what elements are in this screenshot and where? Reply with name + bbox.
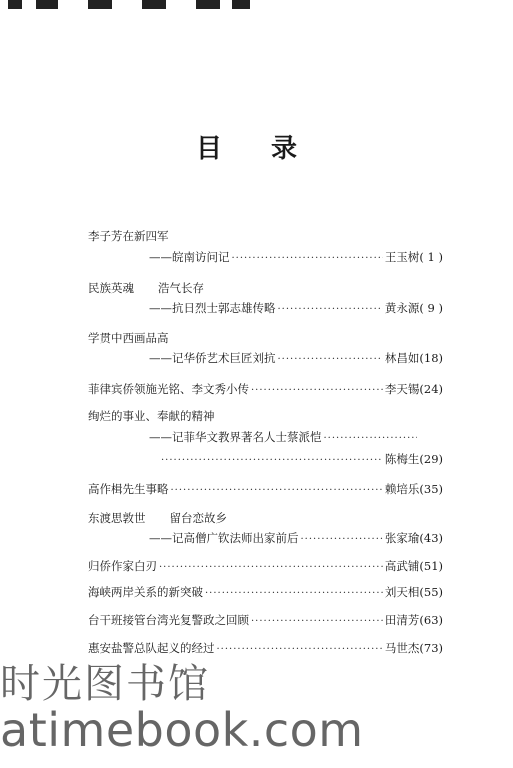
toc-entry-page: (55) [419,585,443,599]
toc-entry-continuation-line[interactable] [149,451,443,469]
watermark-chinese: 时光图书馆 [0,661,210,707]
toc-entry-author: 林昌如 [384,351,420,365]
toc-entry-page: (51) [419,559,443,573]
toc-entry-title: 高作楫先生事略 [88,482,169,496]
toc-entry-author: 赖培乐 [384,482,420,496]
toc-leader-dots [278,352,383,368]
toc-entry-page: (24) [419,382,443,396]
toc-entry-page: (73) [419,641,443,655]
toc-entry-subtitle-line[interactable] [149,300,443,318]
toc-entry-subtitle: ——记华侨艺术巨匠刘抗 [149,351,276,365]
page-title: 目 录 [195,134,318,164]
toc-leader-dots [324,431,418,447]
toc-entry-subtitle-line[interactable] [149,429,419,447]
toc-entry-line[interactable] [88,558,443,576]
toc-entry-author: 马世杰 [384,641,420,655]
toc-entry-title-part: 东渡思敦世 [88,511,146,525]
toc-entry-line[interactable] [88,381,443,399]
toc-entry-line[interactable] [88,612,443,630]
toc-entry-author: 王玉树 [384,250,420,264]
toc-entry-title: 菲律宾侨领施光铭、李文秀小传 [88,382,249,396]
toc-entry-title[interactable] [88,280,204,296]
toc-entry-page: ( 1 ) [419,250,443,264]
toc-entry-author: 黄永源 [384,301,420,315]
toc-entry-author: 张家瑜 [384,531,420,545]
toc-entry-author: 田清芳 [384,613,420,627]
toc-entry-title: 台干班接管台湾光复警政之回顾 [88,613,249,627]
toc-leader-dots [217,642,383,658]
toc-entry-subtitle: ——记菲华文教界著名人士蔡派恺 [149,430,322,444]
toc-leader-dots [251,383,383,399]
toc-entry-author: 陈梅生 [384,452,420,466]
toc-entry-page: (18) [419,351,443,365]
toc-entry-title: 归侨作家白刃 [88,559,157,573]
toc-entry-subtitle-line[interactable] [149,249,443,267]
toc-leader-dots [278,302,383,318]
toc-entry-page: (35) [419,482,443,496]
toc-leader-dots [251,614,383,630]
toc-entry-subtitle: ——皖南访问记 [149,250,230,264]
toc-entry-page: (29) [419,452,443,466]
toc-entry-line[interactable] [88,481,443,499]
toc-entry-title-part: 民族英魂 [88,281,134,295]
toc-entry-line[interactable] [88,584,443,602]
toc-entry-title[interactable]: 李子芳在新四军 [88,229,169,243]
toc-leader-dots [171,483,383,499]
toc-entry-subtitle-line[interactable] [149,350,443,368]
watermark-url: atimebook.com [0,703,364,757]
toc-entry-subtitle-line[interactable] [149,530,443,548]
toc-entry-author: 高武铺 [384,559,420,573]
toc-entry-page: (63) [419,613,443,627]
toc-leader-dots [159,560,383,576]
toc-entry-title-part: 浩气长存 [158,281,204,295]
toc-entry-subtitle: ——抗日烈士郭志雄传略 [149,301,276,315]
toc-entry-author: 李天锡 [384,382,420,396]
toc-entry-title-part: 留台恋故乡 [169,511,227,525]
toc-leader-dots [301,532,383,548]
toc-leader-dots [232,251,383,267]
toc-entry-author: 刘天相 [384,585,420,599]
toc-leader-dots [161,453,383,469]
toc-entry-title[interactable]: 绚烂的事业、奉献的精神 [88,409,215,423]
toc-entry-title[interactable]: 学贯中西画品高 [88,331,169,345]
toc-entry-page: (43) [419,531,443,545]
toc-entry-title[interactable] [88,510,227,526]
toc-entry-subtitle: ——记高僧广钦法师出家前后 [149,531,299,545]
toc-leader-dots [205,586,383,602]
toc-entry-title: 惠安盐警总队起义的经过 [88,641,215,655]
toc-entry-page: ( 9 ) [419,301,443,315]
toc-entry-title: 海峡两岸关系的新突破 [88,585,203,599]
